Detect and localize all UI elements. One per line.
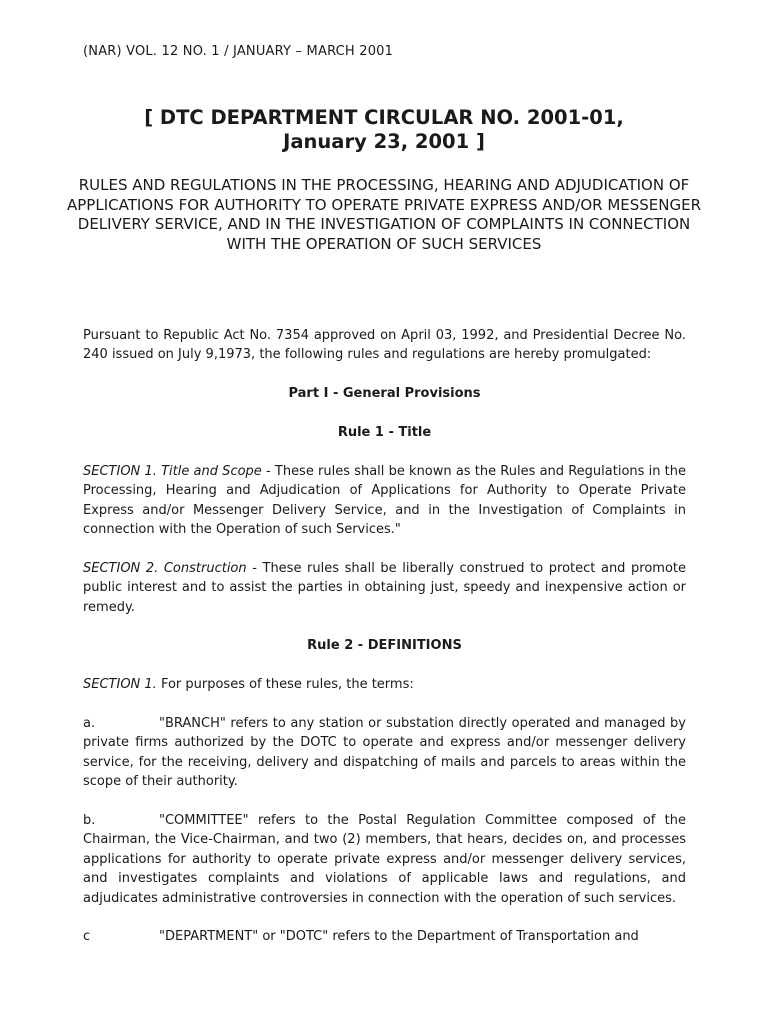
preamble: Pursuant to Republic Act No. 7354 approved on April 03, 1992, and Presidential Decree No. 240 issued on July 9,1973, the following rules and regulations are hereby promulgated: — [83, 328, 686, 363]
section-paragraph — [83, 462, 686, 540]
definition-text: "BRANCH" refers to any station or substation directly operated and managed by private firms authorized by the DOTC to operate and express and/or messenger delivery service, for the receiving, delivery and dispatching of mails and parcels to areas within the scope of their authority. — [83, 716, 686, 790]
section-paragraph — [83, 675, 686, 694]
circular-title-line-2: January 23, 2001 ] — [283, 130, 485, 153]
journal-citation: (NAR) VOL. 12 NO. 1 / JANUARY – MARCH 2001 — [83, 44, 394, 59]
circular-title — [40, 106, 728, 154]
definition-item — [83, 714, 686, 792]
definition-item — [83, 811, 686, 908]
section-label: SECTION 1. Title and Scope — [83, 463, 262, 479]
rule-heading: Rule 2 - DEFINITIONS — [307, 638, 462, 654]
section-label: SECTION 2. Construction — [83, 560, 247, 576]
section-label: SECTION 1. — [83, 677, 157, 693]
definition-marker: b. — [83, 813, 96, 829]
definition-text: "COMMITTEE" refers to the Postal Regulation Committee composed of the Chairman, the Vice-Chairman, and two (2) members, that hears, decides on, and processes applications for authority to operate private express and/or messenger delivery services, and investigates complaints and violations of applicable laws and regulations, and adjudicates administrative controversies in connection with the operation of such services. — [83, 813, 686, 906]
circular-title-line-1: [ DTC DEPARTMENT CIRCULAR NO. 2001-01, — [144, 106, 624, 129]
section-paragraph — [83, 559, 686, 617]
document-body — [83, 326, 686, 966]
circular-subtitle: RULES AND REGULATIONS IN THE PROCESSING, HEARING AND ADJUDICATION OF APPLICATIONS FOR AUTHORITY TO OPERATE PRIVATE EXPRESS AND/OR MESSENGER DELIVERY SERVICE, AND IN THE INVESTIGATION OF COMPLAINTS IN CONNECTION WITH THE OPERATION OF SUCH SERVICES — [66, 176, 702, 253]
definition-item — [83, 927, 686, 946]
definition-marker: a. — [83, 716, 96, 732]
section-text: - These rules shall be liberally construed to protect and promote public interest and to assist the parties in obtaining just, speedy and inexpensive action or remedy. — [83, 560, 687, 615]
section-text: For purposes of these rules, the terms: — [156, 677, 414, 693]
rule-heading: Rule 1 - Title — [337, 425, 432, 440]
definition-marker: c — [83, 929, 91, 945]
section-text: - These rules shall be known as the Rules and Regulations in the Processing, Hearing and Adjudication of Applications for Authority to Operate Private Express and/or Messenger Delivery Service, and in the Investigation of Complaints in connection with the Operation of such Services." — [83, 463, 686, 538]
part-heading: Part I - General Provisions — [288, 386, 481, 402]
definition-text: "DEPARTMENT" or "DOTC" refers to the Department of Transportation and — [159, 929, 639, 945]
